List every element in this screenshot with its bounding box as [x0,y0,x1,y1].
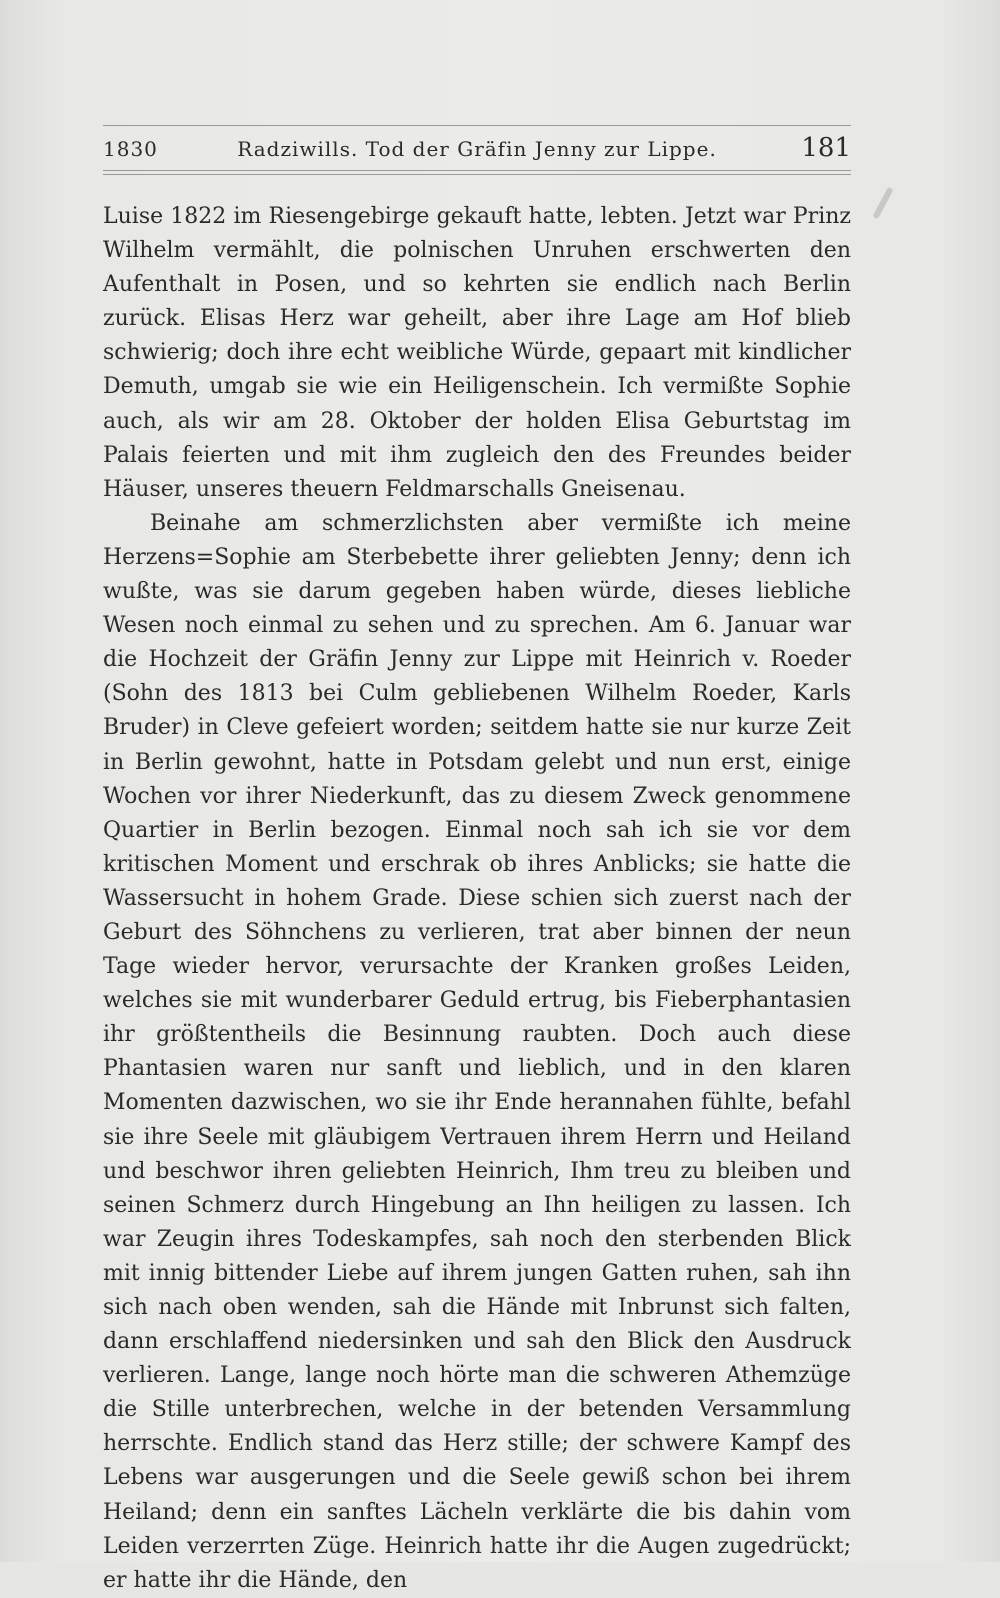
paragraph: Beinahe am schmerzlichsten aber vermißte ich meine Herzens=Sophie am Sterbebette ihrer geliebten Jenny; denn ich wußte, was sie darum gegeben haben würde, dieses liebliche Wesen noch einmal zu sehen und zu sprechen. Am 6. Januar war die Hochzeit der Gräfin Jenny zur Lippe mit Heinrich v. Roeder (Sohn des 1813 bei Culm gebliebenen Wilhelm Roeder, Karls Bruder) in Cleve gefeiert worden; seitdem hatte sie nur kurze Zeit in Berlin gewohnt, hatte in Potsdam gelebt und nun erst, einige Wochen vor ihrer Niederkunft, das zu diesem Zweck genommene Quartier in Berlin bezogen. Einmal noch sah ich sie vor dem kritischen Moment und erschrak ob ihres Anblicks; sie hatte die Wassersucht in hohem Grade. Diese schien sich zuerst nach der Geburt des Söhnchens zu verlieren, trat aber binnen der neun Tage wieder hervor, verursachte der Kranken großes Leiden, welches sie mit wunderbarer Geduld ertrug, bis Fieberphantasien ihr größtentheils die Besinnung raubten. Doch auch diese Phantasien waren nur sanft und lieblich, und in den klaren Momenten dazwischen, wo sie ihr Ende herannahen fühlte, befahl sie ihre Seele mit gläubigem Vertrauen ihrem Herrn und Heiland und beschwor ihren geliebten Heinrich, Ihm treu zu bleiben und seinen Schmerz durch Hingebung an Ihn heiligen zu lassen. Ich war Zeugin ihres Todeskampfes, sah noch den sterbenden Blick mit innig bittender Liebe auf ihrem jungen Gatten ruhen, sah ihn sich nach oben wenden, sah die Hände mit Inbrunst sich falten, dann erschlaffend niedersinken und sah den Blick den Ausdruck verlieren. Lange, lange noch hörte man die schweren Athemzüge die Stille unterbrechen, welche in der betenden Versammlung herrschte. Endlich stand das Herz stille; der schwere Kampf des Lebens war ausgerungen und die Seele gewiß schon bei ihrem Heiland; denn ein sanftes Lächeln verklärte die bis dahin vom Leiden verzerrten Züge. Heinrich hatte ihr die Augen zugedrückt; er hatte ihr die Hände, den [103,510,851,1593]
pencil-mark [872,187,893,220]
header-year: 1830 [103,137,158,161]
header-rule-top [103,125,851,126]
running-header [103,135,851,167]
header-running-title: Radziwills. Tod der Gräfin Jenny zur Lippe. [237,137,717,161]
paragraph: Luise 1822 im Riesengebirge gekauft hatte, lebten. Jetzt war Prinz Wilhelm vermählt, die polnischen Unruhen erschwerten den Aufenthalt in Posen, und so kehrten sie endlich nach Berlin zurück. Elisas Herz war geheilt, aber ihre Lage am Hof blieb schwierig; doch ihre echt weibliche Würde, gepaart mit kindlicher Demuth, umgab sie wie ein Heiligenschein. Ich vermißte Sophie auch, als wir am 28. Oktober der holden Elisa Geburtstag im Palais feierten und mit ihm zugleich den des Freundes beider Häuser, unseres theuern Feldmarschalls Gneisenau. [103,204,851,502]
page-number: 181 [801,133,851,163]
body-text [103,200,851,1598]
header-rule-double [103,170,851,175]
